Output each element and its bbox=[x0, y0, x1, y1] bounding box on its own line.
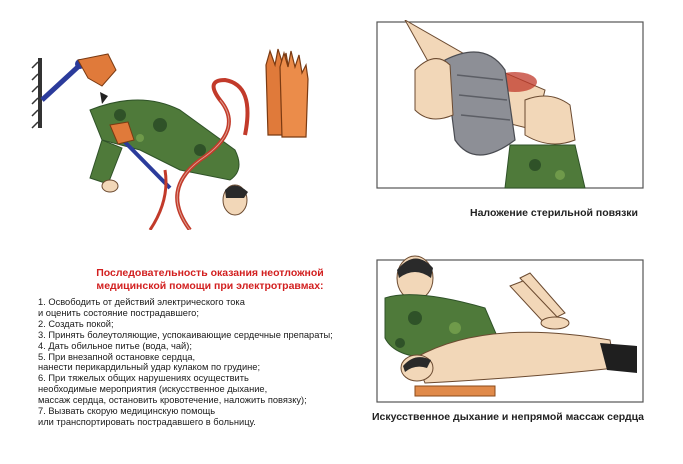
steps-line: 3. Принять болеутоляющие, успокаивающие сердечные препараты; bbox=[38, 329, 333, 340]
steps-line: 2. Создать покой; bbox=[38, 318, 114, 329]
steps-list bbox=[38, 297, 368, 428]
wall-icon bbox=[32, 58, 42, 128]
glove-icon bbox=[266, 49, 308, 137]
steps-line: 6. При тяжелых общих нарушениях осуществить bbox=[38, 373, 249, 384]
bandage-roll-icon bbox=[445, 52, 515, 155]
soldier-figure-icon bbox=[90, 100, 248, 215]
bandage-caption: Наложение стерильной повязки bbox=[470, 207, 638, 219]
steps-line: 5. При внезапной остановке сердца, bbox=[38, 351, 196, 362]
cpr-illustration bbox=[375, 248, 645, 408]
steps-line: необходимые мероприятия (искусственное дыхание, bbox=[38, 384, 268, 395]
bandage-illustration bbox=[375, 20, 645, 195]
steps-title-line: Последовательность оказания неотложной bbox=[96, 267, 324, 279]
steps-line: и оценить состояние пострадавшего; bbox=[38, 307, 199, 318]
steps-line: массаж сердца, остановить кровотечение, наложить повязку); bbox=[38, 395, 307, 406]
steps-line: или транспортировать пострадавшего в больницу. bbox=[38, 416, 256, 427]
steps-title-line: медицинской помощи при электротравмах: bbox=[96, 280, 324, 292]
steps-title bbox=[60, 267, 360, 293]
rubber-gloves-illustration bbox=[258, 45, 318, 140]
steps-line: нанести перикардильный удар кулаком по грудине; bbox=[38, 362, 261, 373]
cpr-caption: Искусственное дыхание и непрямой массаж сердца bbox=[372, 411, 645, 423]
steps-line: 7. Вызвать скорую медицинскую помощь bbox=[38, 406, 216, 417]
steps-line: 4. Дать обильное питье (вода, чай); bbox=[38, 340, 192, 351]
gloved-hand-icon bbox=[78, 54, 116, 86]
steps-line: 1. Освободить от действий электрического тока bbox=[38, 297, 245, 307]
